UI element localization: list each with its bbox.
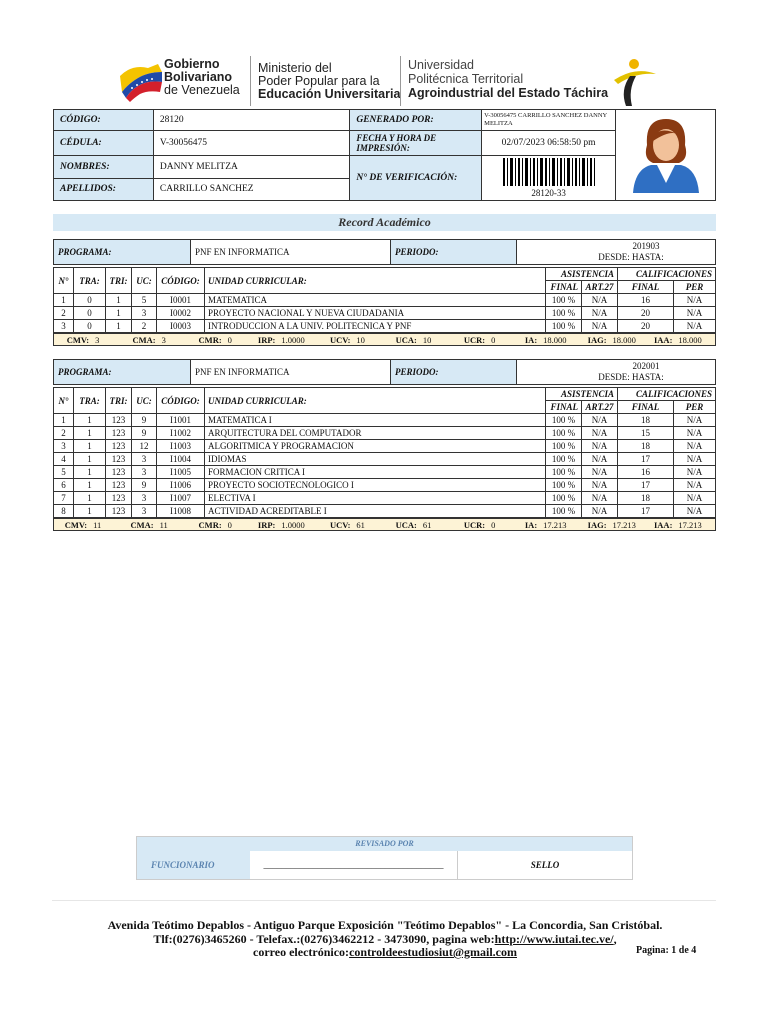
row-unidad: PROYECTO NACIONAL Y NUEVA CIUDADANIA [205,307,546,320]
summary-item [54,335,116,345]
row-tri: 123 [106,505,132,518]
row-tra: 1 [74,479,106,492]
summary-value: 18.000 [678,334,702,345]
venezuela-flag-logo [118,58,164,102]
row-calif-final: 17 [618,505,674,518]
summary-item [583,335,645,345]
row-tra: 1 [74,440,106,453]
summary-item [252,520,314,530]
periodo-label: PERIODO: [391,240,517,265]
row-n: 8 [54,505,74,518]
summary-value: 0 [491,519,496,530]
summary-item [451,520,513,530]
row-uc: 3 [132,307,157,320]
summary-value: 10 [356,334,365,345]
row-tri: 123 [106,440,132,453]
summary-value: 17.213 [543,519,567,530]
row-uc: 3 [132,492,157,505]
row-codigo: I1006 [157,479,205,492]
row-uc: 12 [132,440,157,453]
min-line-3: Educación Universitaria [258,87,401,101]
row-unidad: ALGORITMICA Y PROGRAMACION [205,440,546,453]
row-calif-final: 18 [618,492,674,505]
row-tra: 1 [74,453,106,466]
summary-key: UCA: [395,334,417,345]
row-unidad: ACTIVIDAD ACREDITABLE I [205,505,546,518]
row-unidad: INTRODUCCION A LA UNIV. POLITECNICA Y PNF [205,320,546,333]
row-tra: 1 [74,505,106,518]
periodo-cell [517,240,716,265]
summary-key: UCV: [329,334,351,345]
student-info-table [53,109,716,201]
row-art27: N/A [582,307,618,320]
footer-email-label: correo electrónico: [253,945,350,959]
summary-key: IAG: [587,334,607,345]
row-art27: N/A [582,440,618,453]
col-uc: UC: [132,268,157,294]
summary-bar [53,333,716,346]
gob-line-3: de Venezuela [164,83,240,97]
summary-value: 18.000 [543,334,567,345]
page-number: Pagina: 1 de 4 [636,945,697,956]
row-tri: 123 [106,414,132,427]
row-calif-final: 15 [618,427,674,440]
table-row [54,479,716,492]
summary-key: UCR: [463,334,486,345]
student-avatar [627,113,705,195]
row-uc: 3 [132,505,157,518]
summary-key: CMV: [66,334,90,345]
row-per: N/A [674,466,716,479]
row-uc: 5 [132,294,157,307]
col-final: FINAL [546,401,582,414]
row-per: N/A [674,505,716,518]
summary-key: UCA: [395,519,417,530]
summary-item [583,520,645,530]
row-codigo: I1002 [157,427,205,440]
programa-label: PROGRAMA: [54,240,191,265]
row-codigo: I0001 [157,294,205,307]
col-asistencia: ASISTENCIA [546,388,618,401]
gob-line-2: Bolivariano [164,70,233,84]
row-tri: 123 [106,492,132,505]
col-final: FINAL [546,281,582,294]
summary-key: CMA: [130,519,154,530]
table-row [54,427,716,440]
row-art27: N/A [582,453,618,466]
programa-label: PROGRAMA: [54,360,191,385]
photo-cell [616,110,716,201]
summary-key: IAA: [653,334,673,345]
footer-email-link[interactable]: controldeestudiosiut@gmail.com [349,945,517,959]
col-per: PER [674,401,716,414]
summary-item [54,520,116,530]
summary-value: 3 [95,334,100,345]
desde-hasta: DESDE: HASTA: [598,372,664,382]
row-art27: N/A [582,479,618,492]
row-art27: N/A [582,492,618,505]
generado-value: V-30056475 CARRILLO SANCHEZ DANNY MELITZA [482,110,616,131]
desde-hasta: DESDE: HASTA: [598,252,664,262]
row-per: N/A [674,440,716,453]
summary-key: CMV: [64,519,88,530]
col-codigo: CÓDIGO: [157,388,205,414]
row-per: N/A [674,320,716,333]
footer-divider [52,900,716,901]
summary-value: 11 [159,519,168,530]
col-tri: TRI: [106,268,132,294]
review-box [136,836,633,880]
table-row [54,505,716,518]
fecha-value: 02/07/2023 06:58:50 pm [482,131,616,156]
period-block-1 [53,239,716,346]
programa-value: PNF EN INFORMATICA [191,360,391,385]
summary-key: UCR: [463,519,486,530]
col-final-calif: FINAL [618,281,674,294]
row-calif-final: 16 [618,466,674,479]
row-unidad: MATEMATICA I [205,414,546,427]
row-calif-final: 17 [618,453,674,466]
row-art27: N/A [582,320,618,333]
row-unidad: PROYECTO SOCIOTECNOLOGICO I [205,479,546,492]
row-per: N/A [674,479,716,492]
col-calificaciones: CALIFICACIONES [618,388,716,401]
summary-item [649,335,711,345]
row-calif-final: 20 [618,307,674,320]
row-tri: 123 [106,479,132,492]
sello-label: SELLO [530,860,560,870]
col-unidad: UNIDAD CURRICULAR: [205,388,546,414]
row-asist-final: 100 % [546,466,582,479]
row-codigo: I0002 [157,307,205,320]
summary-value: 0 [227,519,232,530]
table-row [54,294,716,307]
row-uc: 9 [132,414,157,427]
row-art27: N/A [582,414,618,427]
summary-value: 10 [422,334,432,345]
summary-value: 3 [161,334,166,345]
row-unidad: IDIOMAS [205,453,546,466]
summary-item [318,335,380,345]
row-codigo: I1001 [157,414,205,427]
nombres-label: NOMBRES: [54,156,154,179]
col-art27: ART.27 [582,401,618,414]
col-uc: UC: [132,388,157,414]
row-uc: 2 [132,320,157,333]
ministerio-logo-text [258,62,400,101]
row-asist-final: 100 % [546,320,582,333]
summary-bar [53,518,716,531]
row-n: 2 [54,307,74,320]
table-row [54,440,716,453]
row-per: N/A [674,294,716,307]
footer-address [60,919,710,960]
row-tra: 0 [74,320,106,333]
summary-key: IAA: [653,519,673,530]
row-calif-final: 18 [618,440,674,453]
summary-item [120,335,182,345]
apellidos-label: APELLIDOS: [54,178,154,201]
table-row [54,414,716,427]
summary-value: 0 [227,334,232,345]
row-tra: 1 [74,466,106,479]
row-n: 3 [54,320,74,333]
footer-line-1: Avenida Teótimo Depablos - Antiguo Parque Exposición "Teótimo Depablos" - La Concordia, San Cristóbal. [107,918,663,932]
summary-value: 11 [93,519,102,530]
verif-cell [482,156,616,201]
row-tra: 1 [74,492,106,505]
row-n: 2 [54,427,74,440]
row-per: N/A [674,453,716,466]
footer-phone: Tlf:(0276)3465260 - Telefax.:(0276)3462212 - 3473090, pagina web: [153,931,495,946]
table-row [54,453,716,466]
footer-web-link[interactable]: http://www.iutai.tec.ve/ [494,931,614,946]
row-tri: 123 [106,453,132,466]
min-line-2: Poder Popular para la [258,74,380,88]
col-final-calif: FINAL [618,401,674,414]
summary-value: 1.0000 [281,519,305,530]
summary-item [517,520,579,530]
col-n: N° [54,268,74,294]
row-asist-final: 100 % [546,479,582,492]
summary-value: 61 [422,519,432,530]
summary-key: CMA: [132,334,156,345]
row-calif-final: 16 [618,294,674,307]
verif-label: N° DE VERIFICACIÓN: [350,156,482,201]
row-unidad: ELECTIVA I [205,492,546,505]
footer-line-3 [60,946,710,960]
universidad-logo-text [408,58,608,100]
summary-value: 1.0000 [281,334,305,345]
row-n: 1 [54,414,74,427]
row-codigo: I1004 [157,453,205,466]
row-tri: 1 [106,307,132,320]
period-block-2 [53,359,716,531]
summary-key: IA: [524,334,538,345]
logo-divider [250,56,251,106]
periodo-value: 202001 [632,361,660,371]
summary-key: CMR: [198,519,222,530]
summary-item [186,335,248,345]
row-codigo: I1008 [157,505,205,518]
row-codigo: I1003 [157,440,205,453]
col-tri: TRI: [106,388,132,414]
table-row [54,492,716,505]
row-codigo: I0003 [157,320,205,333]
gob-line-1: Gobierno [164,57,220,71]
min-line-1: Ministerio del [258,61,332,75]
summary-item [451,335,513,345]
row-tra: 0 [74,307,106,320]
summary-item [252,335,314,345]
table-row [54,466,716,479]
row-art27: N/A [582,294,618,307]
summary-item [318,520,380,530]
row-n: 6 [54,479,74,492]
logo-divider [400,56,401,106]
col-tra: TRA: [74,388,106,414]
row-uc: 9 [132,427,157,440]
summary-item [384,335,446,345]
summary-key: IRP: [257,519,276,530]
summary-key: IRP: [257,334,276,345]
table-row [54,307,716,320]
row-calif-final: 17 [618,479,674,492]
codigo-value: 28120 [153,110,349,131]
summary-key: IAG: [587,519,607,530]
page-header [52,52,715,110]
col-art27: ART.27 [582,281,618,294]
row-per: N/A [674,427,716,440]
row-asist-final: 100 % [546,414,582,427]
summary-item [186,520,248,530]
row-tra: 1 [74,414,106,427]
row-asist-final: 100 % [546,492,582,505]
program-row [53,239,716,265]
cedula-value: V-30056475 [153,131,349,156]
summary-value: 18.000 [612,334,636,345]
nombres-value: DANNY MELITZA [153,156,349,179]
row-calif-final: 18 [618,414,674,427]
row-asist-final: 100 % [546,505,582,518]
row-unidad: ARQUITECTURA DEL COMPUTADOR [205,427,546,440]
row-calif-final: 20 [618,320,674,333]
col-per: PER [674,281,716,294]
row-per: N/A [674,492,716,505]
uni-line-3: Agroindustrial del Estado Táchira [408,86,609,100]
summary-item [517,335,579,345]
signature-line: ________________________________________ [250,851,458,879]
university-logo [606,56,658,110]
col-asistencia: ASISTENCIA [546,268,618,281]
periodo-cell [517,360,716,385]
footer-comma: , [613,931,617,946]
row-tri: 1 [106,320,132,333]
summary-key: IA: [524,519,538,530]
summary-key: CMR: [198,334,222,345]
summary-value: 0 [491,334,496,345]
row-asist-final: 100 % [546,307,582,320]
funcionario-label: FUNCIONARIO [137,851,250,879]
row-n: 1 [54,294,74,307]
row-per: N/A [674,307,716,320]
col-unidad: UNIDAD CURRICULAR: [205,268,546,294]
col-n: N° [54,388,74,414]
program-row [53,359,716,385]
col-tra: TRA: [74,268,106,294]
row-uc: 9 [132,479,157,492]
col-calificaciones: CALIFICACIONES [618,268,716,281]
row-uc: 3 [132,466,157,479]
courses-table [53,267,716,333]
gobierno-logo-text [164,58,240,97]
footer-line-2 [60,933,710,947]
uni-line-2: Politécnica Territorial [408,72,524,86]
record-title: Record Académico [53,214,716,231]
programa-value: PNF EN INFORMATICA [191,240,391,265]
row-per: N/A [674,414,716,427]
row-tra: 0 [74,294,106,307]
row-asist-final: 100 % [546,427,582,440]
row-tra: 1 [74,427,106,440]
row-art27: N/A [582,427,618,440]
courses-table [53,387,716,518]
row-n: 4 [54,453,74,466]
row-tri: 123 [106,466,132,479]
summary-item [384,520,446,530]
summary-value: 17.213 [612,519,636,530]
row-n: 5 [54,466,74,479]
summary-key: UCV: [329,519,351,530]
review-title: REVISADO POR [137,837,632,851]
barcode-icon [501,158,597,186]
verif-value: 28120-33 [531,188,566,198]
row-unidad: FORMACION CRITICA I [205,466,546,479]
row-asist-final: 100 % [546,294,582,307]
row-art27: N/A [582,505,618,518]
periodo-value: 201903 [632,241,660,251]
row-asist-final: 100 % [546,440,582,453]
row-tri: 1 [106,294,132,307]
summary-value: 61 [356,519,365,530]
summary-item [120,520,182,530]
apellidos-value: CARRILLO SANCHEZ [153,178,349,201]
periodo-label: PERIODO: [391,360,517,385]
row-codigo: I1005 [157,466,205,479]
summary-item [649,520,711,530]
fecha-label: FECHA Y HORA DE IMPRESIÓN: [350,131,482,156]
generado-label: GENERADO POR: [350,110,482,131]
cedula-label: CÉDULA: [54,131,154,156]
row-art27: N/A [582,466,618,479]
row-uc: 3 [132,453,157,466]
uni-line-1: Universidad [408,58,475,72]
row-tri: 123 [106,427,132,440]
row-codigo: I1007 [157,492,205,505]
row-unidad: MATEMATICA [205,294,546,307]
row-asist-final: 100 % [546,453,582,466]
summary-value: 17.213 [678,519,702,530]
row-n: 3 [54,440,74,453]
col-codigo: CÓDIGO: [157,268,205,294]
table-row [54,320,716,333]
codigo-label: CÓDIGO: [54,110,154,131]
row-n: 7 [54,492,74,505]
